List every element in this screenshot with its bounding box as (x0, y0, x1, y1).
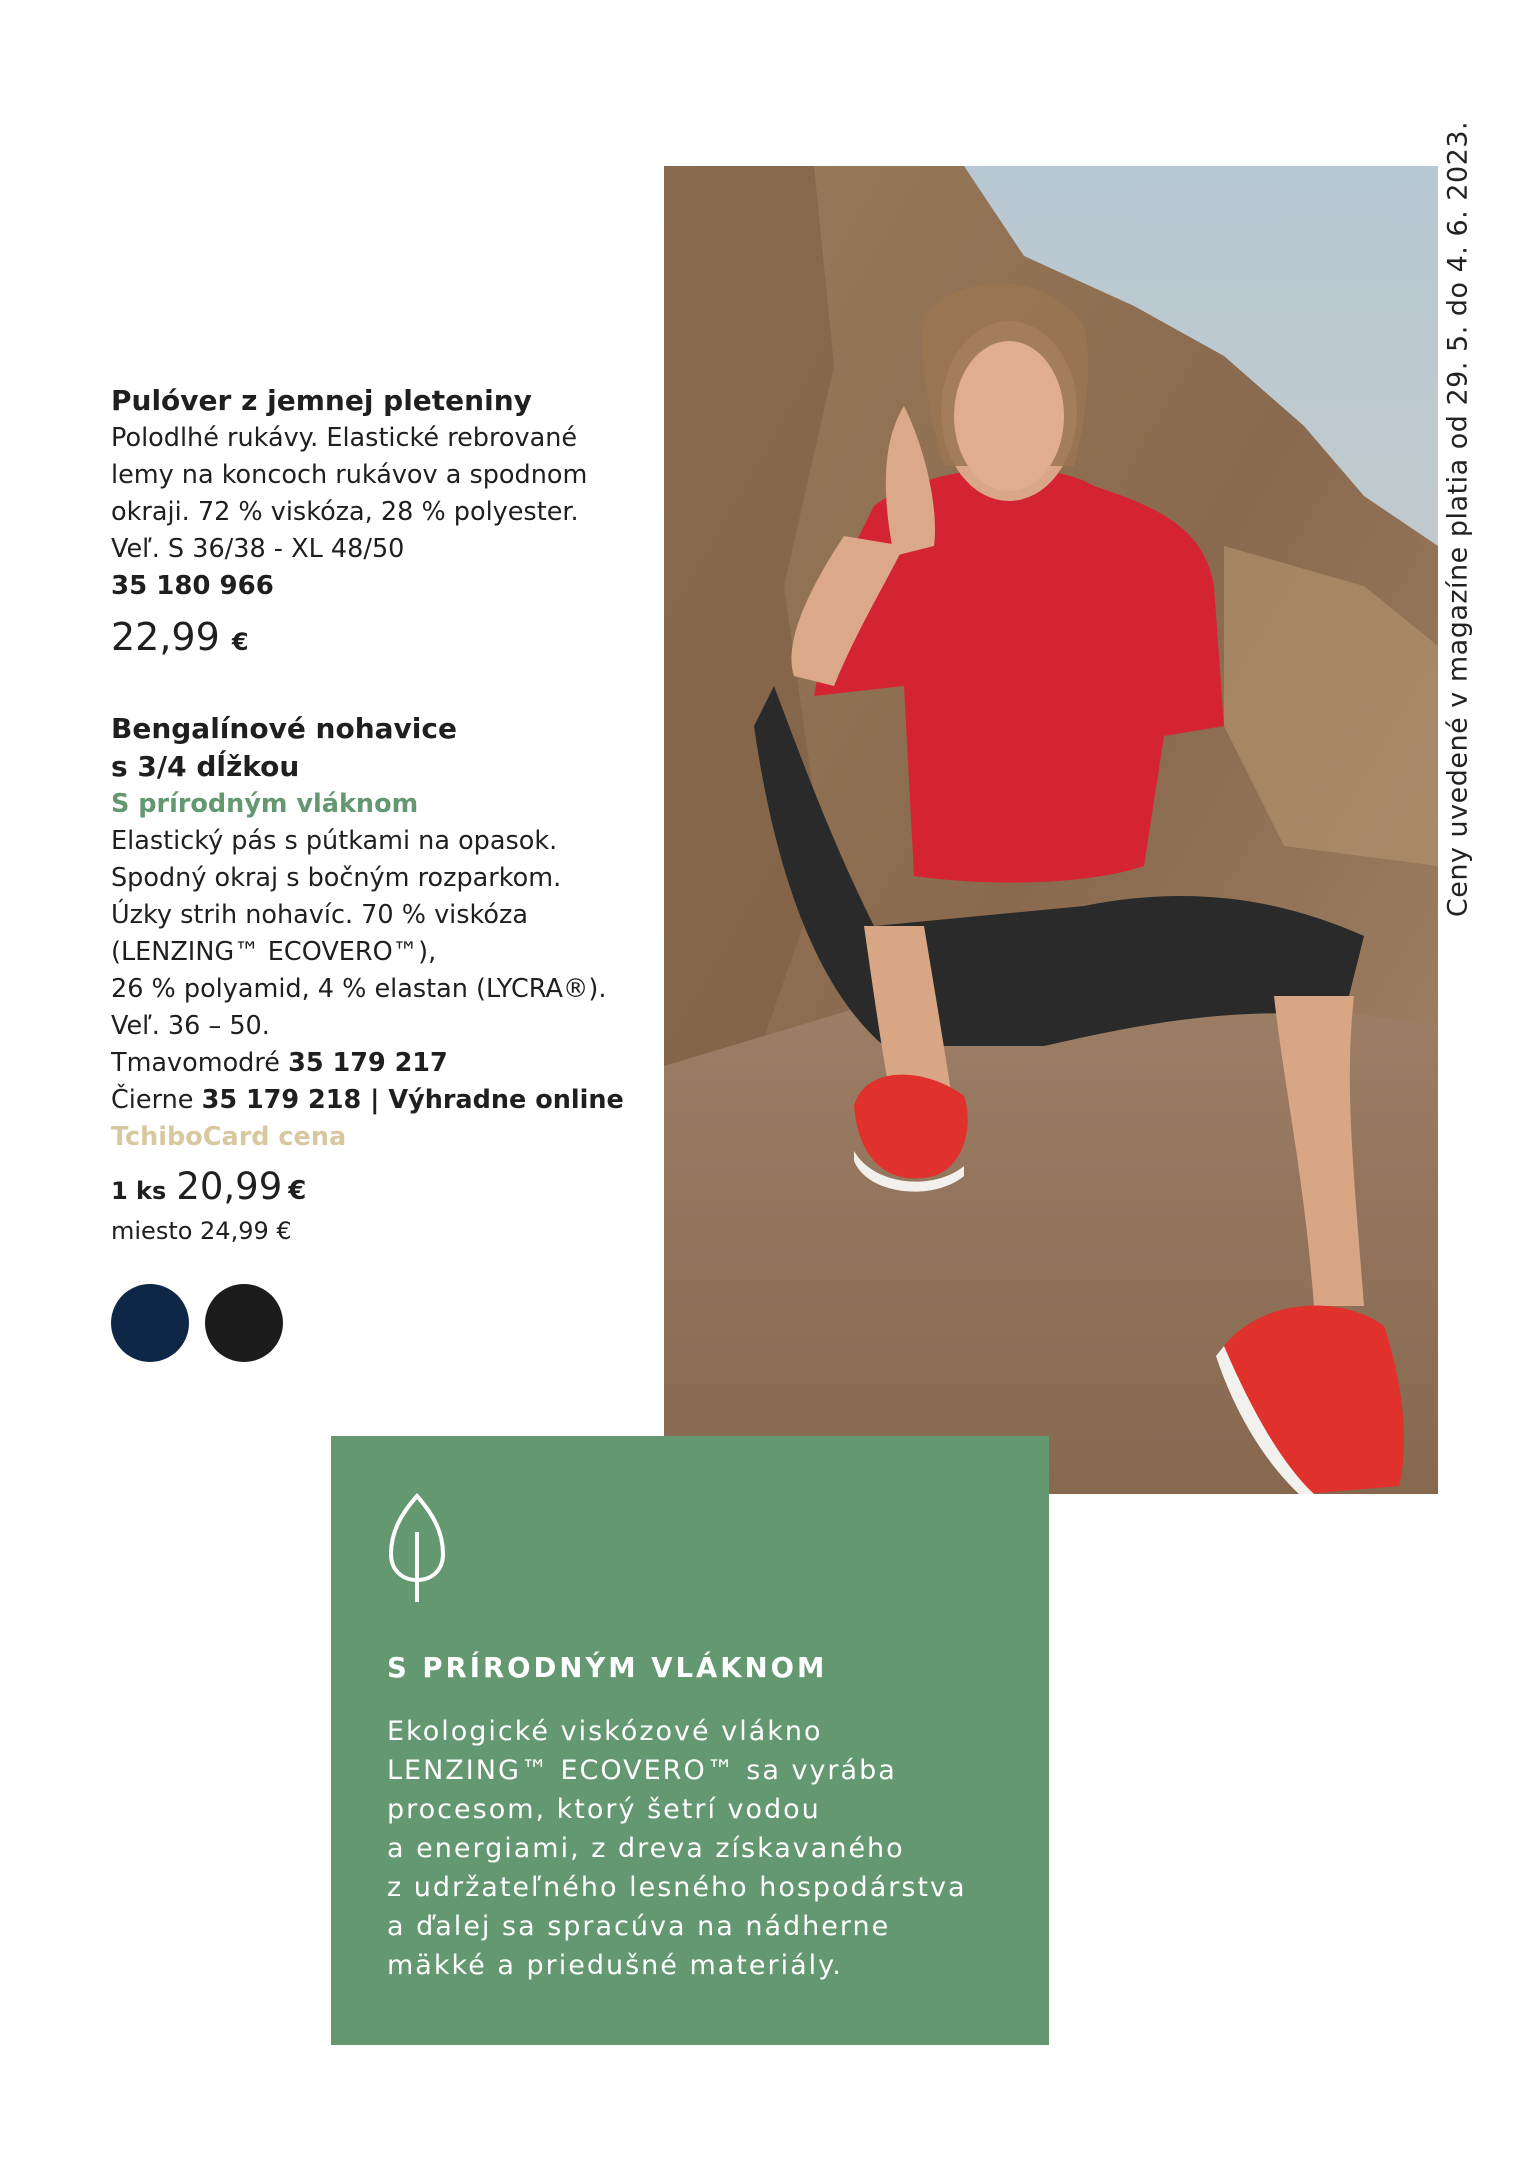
eco-info-box (331, 1436, 1049, 2045)
product2-feature: S prírodným vláknom (111, 789, 419, 819)
product1-price (111, 609, 631, 670)
product1-desc-line: Veľ. S 36/38 - XL 48/50 (111, 534, 405, 564)
variant-black (111, 1082, 631, 1119)
product2-name-line1: Bengalínové nohavice (111, 712, 457, 745)
product1-desc-line: Polodlhé rukávy. Elastické rebrované (111, 423, 578, 453)
product2-desc-line: Úzky strih nohavíc. 70 % viskóza (111, 900, 529, 930)
product2-desc-line: 26 % polyamid, 4 % elastan (LYCRA®). (111, 974, 607, 1004)
variant-navy (111, 1045, 631, 1082)
swatch-navy[interactable] (111, 1284, 189, 1362)
color-swatches (111, 1284, 631, 1362)
product2-price-value: 20,99 (176, 1165, 283, 1208)
product2-block (111, 710, 631, 1362)
product1-price-value: 22,99 (111, 615, 220, 659)
swatch-black[interactable] (205, 1284, 283, 1362)
variant-navy-number: 35 179 217 (288, 1048, 448, 1078)
product-photo (664, 166, 1438, 1494)
model-sitting-on-rock-photo (664, 166, 1438, 1494)
eco-box-title: S PRÍRODNÝM VLÁKNOM (387, 1652, 828, 1684)
product1-name: Pulóver z jemnej pleteniny (111, 384, 532, 417)
product2-desc-line: Spodný okraj s bočným rozparkom. (111, 863, 562, 893)
variant-black-color: Čierne (111, 1085, 194, 1115)
tchibocard-label: TchiboCard cena (111, 1122, 347, 1152)
eco-box-text: Ekologické viskózové vlákno LENZING™ ECOVERO™ sa vyrába procesom, ktorý šetrí vodou a energiami, z dreva získavaného z udržateľného lesného hospodárstva a ďalej sa spracúva na nádherne mäkké a priedušné materiály. (387, 1716, 967, 1981)
product-info-column (111, 382, 631, 1362)
product1-currency: € (231, 628, 249, 656)
product2-desc-line: Veľ. 36 – 50. (111, 1011, 270, 1041)
product2-desc-line: (LENZING™ ECOVERO™), (111, 937, 437, 967)
product2-name-line2: s 3/4 dĺžkou (111, 750, 300, 783)
product2-quantity: 1 ks (111, 1177, 167, 1205)
product2-currency: € (288, 1176, 307, 1206)
variant-black-number: 35 179 218 | Výhradne online (201, 1085, 624, 1115)
price-validity-note (1434, 120, 1482, 918)
product1-desc-line: okraji. 72 % viskóza, 28 % polyester. (111, 497, 579, 527)
leaf-icon (387, 1492, 447, 1604)
product1-desc-line: lemy na koncoch rukávov a spodnom (111, 460, 588, 490)
variant-navy-color: Tmavomodré (111, 1048, 280, 1078)
product2-desc-line: Elastický pás s pútkami na opasok. (111, 826, 558, 856)
product2-price (111, 1164, 631, 1214)
product1-block (111, 382, 631, 670)
price-validity-text: Ceny uvedené v magazíne platia od 29. 5. do 4. 6. 2023. (1442, 120, 1474, 918)
product2-old-price: miesto 24,99 € (111, 1217, 292, 1245)
product1-article-number: 35 180 966 (111, 571, 274, 601)
